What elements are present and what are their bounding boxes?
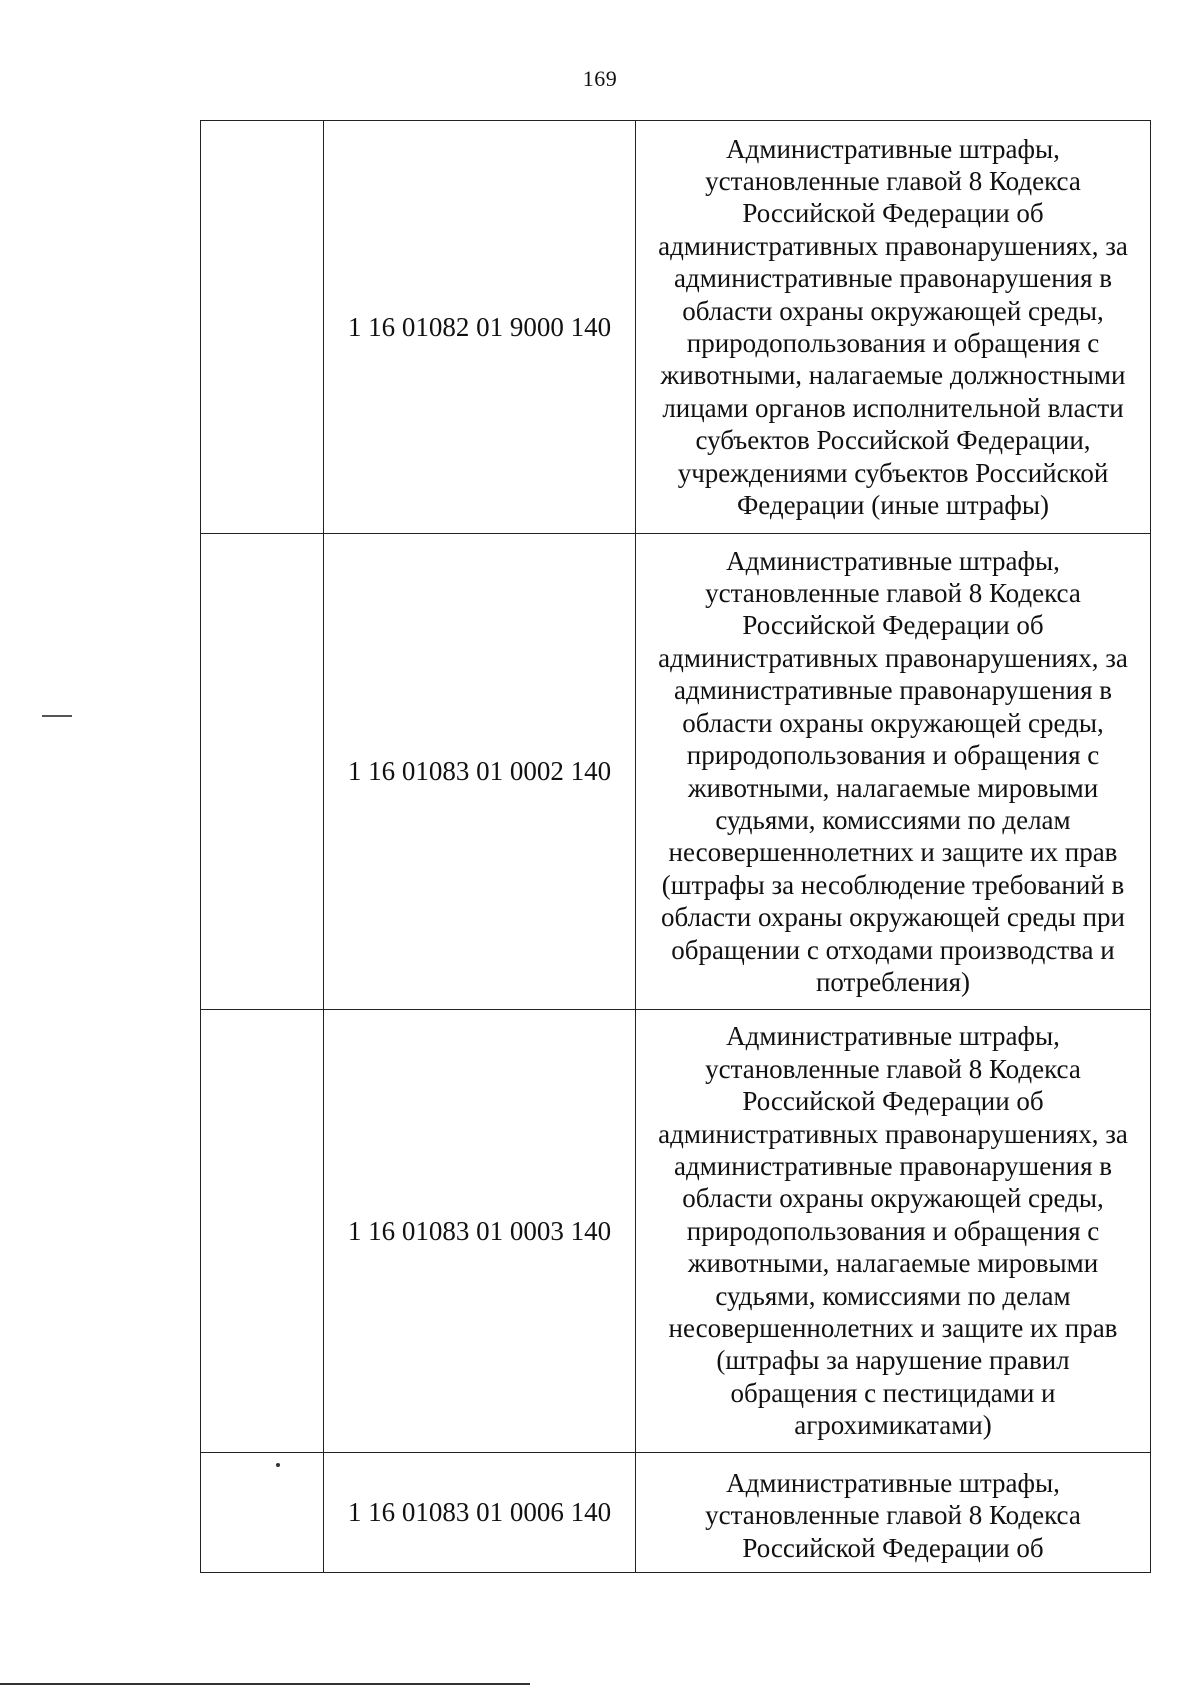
description-line: агрохимикатами): [794, 1410, 992, 1441]
page-number: 169: [582, 66, 618, 91]
description-line: природопользования и обращения с: [686, 1215, 1100, 1246]
description-line: административные правонарушения в: [673, 1150, 1113, 1181]
description-line: области охраны окружающей среды,: [682, 707, 1104, 738]
description-line: потребления): [815, 966, 971, 997]
revenue-codes-table: [200, 120, 1151, 1573]
description-line: природопользования и обращения с: [686, 328, 1100, 358]
description-line: области охраны окружающей среды при: [661, 902, 1125, 933]
description-line: обращения с пестицидами и: [730, 1377, 1056, 1408]
row-number-cell: [201, 121, 324, 534]
description-line: учреждениями субъектов Российской: [677, 457, 1109, 488]
description-line: обращении с отходами производства и: [671, 934, 1115, 965]
description-line: установленные главой 8 Кодекса: [705, 1500, 1081, 1531]
table-row: [201, 1010, 1151, 1453]
description-line: Федерации (иные штрафы): [736, 490, 1050, 521]
description-cell: [636, 1453, 1151, 1573]
revenue-code-cell: 1 16 01083 01 0006 140: [324, 1453, 636, 1573]
bottom-scan-rule: [0, 1683, 530, 1685]
description-line: животными, налагаемые должностными: [660, 360, 1126, 391]
description-line: Российской Федерации об: [742, 198, 1044, 229]
description-line: субъектов Российской Федерации,: [695, 425, 1091, 456]
revenue-code-cell: 1 16 01083 01 0003 140: [324, 1010, 636, 1453]
description-line: Административные штрафы,: [726, 133, 1060, 164]
description-line: административные правонарушения в: [673, 675, 1113, 706]
description-cell: [636, 534, 1151, 1010]
description-line: области охраны окружающей среды,: [682, 1183, 1104, 1214]
row-number-cell: [201, 534, 324, 1010]
description-line: животными, налагаемые мировыми: [687, 772, 1099, 803]
description-line: Административные штрафы,: [726, 545, 1060, 576]
description-line: установленные главой 8 Кодекса: [705, 165, 1081, 196]
description-line: установленные главой 8 Кодекса: [705, 1053, 1081, 1084]
description-line: административные правонарушения в: [673, 263, 1113, 294]
description-line: судьями, комиссиями по делам: [715, 804, 1071, 835]
description-line: административных правонарушениях, за: [658, 230, 1128, 261]
description-line: животными, налагаемые мировыми: [687, 1248, 1099, 1279]
description-line: судьями, комиссиями по делам: [715, 1280, 1071, 1311]
description-line: Российской Федерации об: [742, 1086, 1044, 1117]
row-number-cell: [201, 1453, 324, 1573]
description-line: установленные главой 8 Кодекса: [705, 578, 1081, 609]
description-line: (штрафы за нарушение правил: [716, 1345, 1070, 1376]
description-line: несовершеннолетних и защите их прав: [668, 1313, 1118, 1344]
description-line: административных правонарушениях, за: [658, 1118, 1128, 1149]
description-line: Российской Федерации об: [742, 1532, 1044, 1563]
row-number-cell: [201, 1010, 324, 1453]
description-line: (штрафы за несоблюдение требований в: [661, 869, 1125, 900]
revenue-code-cell: 1 16 01082 01 9000 140: [324, 121, 636, 534]
table-row: [201, 121, 1151, 534]
description-line: области охраны окружающей среды,: [682, 295, 1104, 326]
description-cell: [636, 1010, 1151, 1453]
scan-dot-mark: [276, 1463, 280, 1467]
revenue-code-cell: 1 16 01083 01 0002 140: [324, 534, 636, 1010]
description-line: Административные штрафы,: [726, 1468, 1060, 1498]
description-line: несовершеннолетних и защите их прав: [668, 837, 1118, 868]
description-cell: [636, 121, 1151, 534]
description-line: Административные штрафы,: [726, 1021, 1060, 1052]
description-line: лицами органов исполнительной власти: [662, 392, 1124, 423]
description-line: Российской Федерации об: [742, 610, 1044, 641]
description-line: административных правонарушениях, за: [658, 642, 1128, 673]
description-line: природопользования и обращения с: [686, 740, 1100, 771]
table-row: [201, 1453, 1151, 1573]
margin-scan-mark: [42, 715, 72, 717]
table-row: [201, 534, 1151, 1010]
